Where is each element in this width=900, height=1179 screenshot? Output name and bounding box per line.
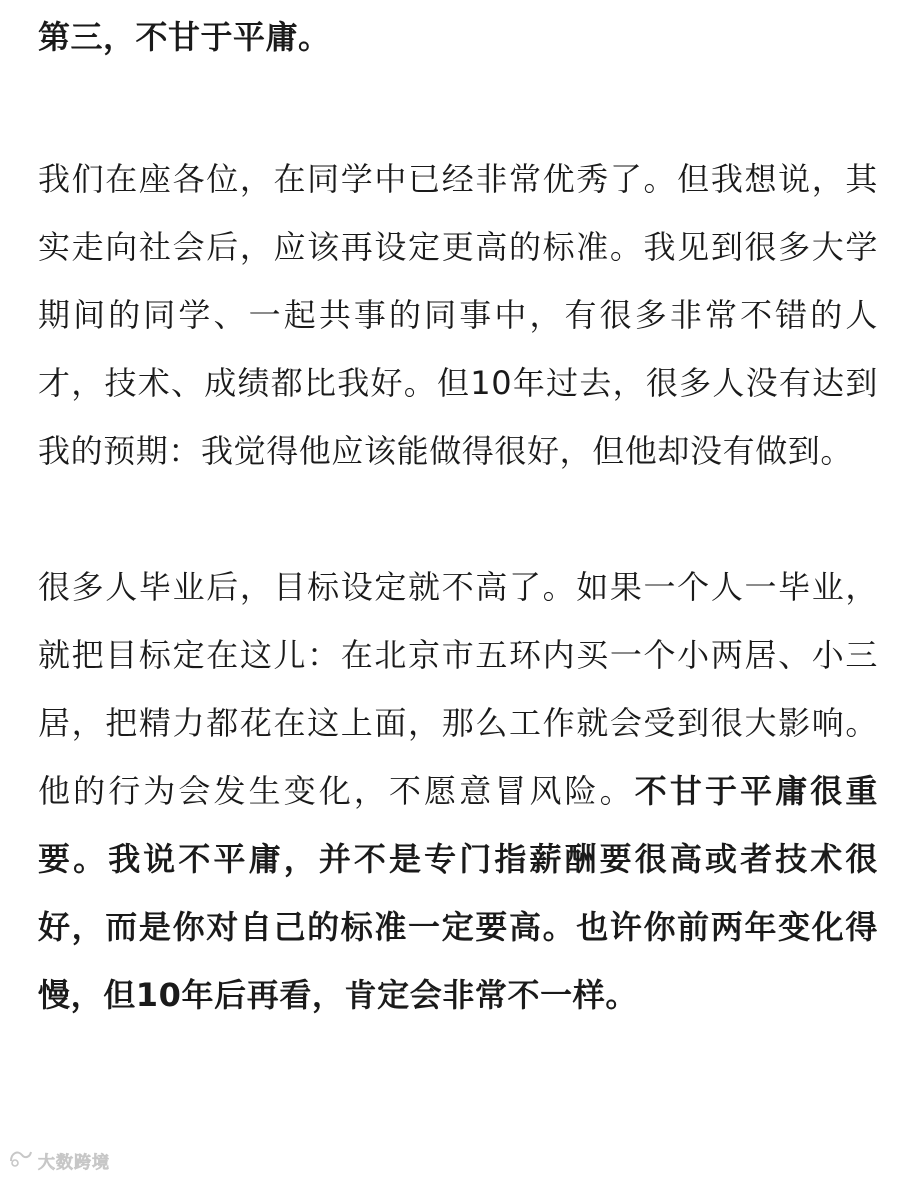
section-heading: 第三，不甘于平庸。 xyxy=(38,18,331,56)
watermark-text: 大数跨境 xyxy=(38,1152,110,1173)
paragraph-2-text: 很多人毕业后，目标设定就不高了。如果一个人一毕业，就把目标定在这儿：在北京市五环内买一个小两居、小三居，把精力都花在这上面，那么工作就会受到很大影响。他的行为会发生变化，不愿意冒风险。 xyxy=(38,568,878,810)
paragraph-2 xyxy=(38,553,878,1029)
watermark xyxy=(8,1147,110,1173)
brand-logo-icon xyxy=(8,1147,34,1173)
article-body xyxy=(38,0,878,1029)
paragraph-1: 我们在座各位，在同学中已经非常优秀了。但我想说，其实走向社会后，应该再设定更高的标准。我见到很多大学期间的同学、一起共事的同事中，有很多非常不错的人才，技术、成绩都比我好。但10年过去，很多人没有达到我的预期：我觉得他应该能做得很好，但他却没有做到。 xyxy=(38,160,878,470)
paragraph-2-emphasis: 不甘于平庸很重要。我说不平庸，并不是专门指薪酬要很高或者技术很好，而是你对自己的标准一定要高。也许你前两年变化得慢，但10年后再看，肯定会非常不一样。 xyxy=(38,772,879,1014)
